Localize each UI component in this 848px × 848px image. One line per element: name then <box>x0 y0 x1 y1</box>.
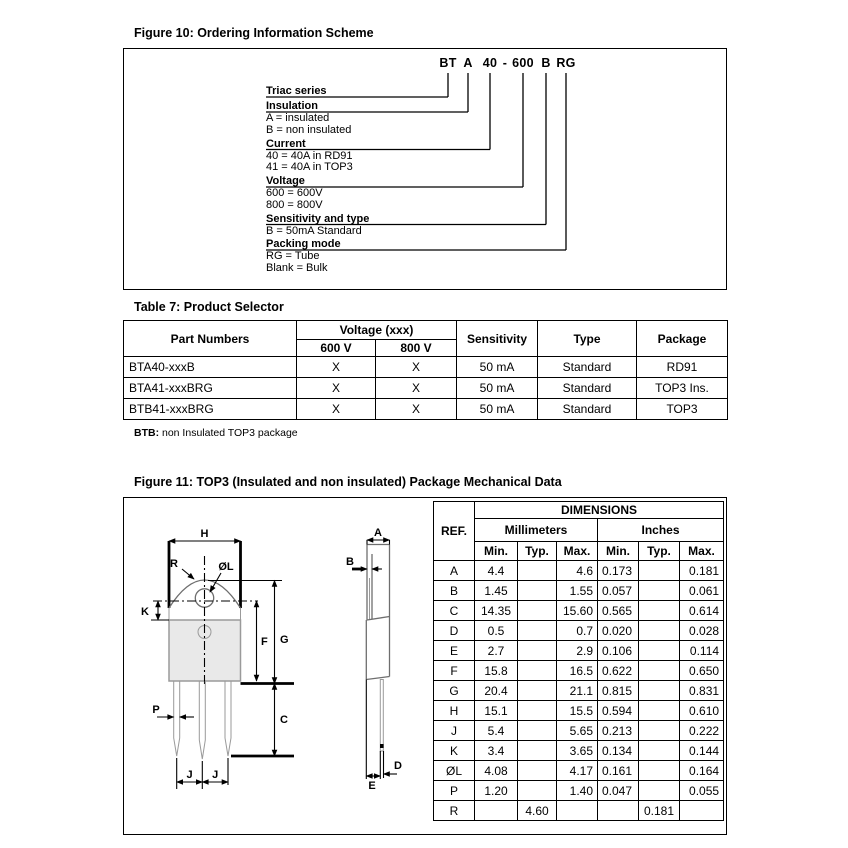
cell-mm-max: 2.9 <box>557 641 598 661</box>
cell-mm-max: 5.65 <box>557 721 598 741</box>
cell-mm-typ <box>518 681 557 701</box>
legend-item: Blank = Bulk <box>266 261 328 274</box>
legend-group-insulation <box>266 101 351 136</box>
cell-800v: X <box>376 399 457 420</box>
cell-600v: X <box>297 357 376 378</box>
dimension-row <box>434 601 724 621</box>
legend-item: B = non insulated <box>266 123 352 136</box>
cell-type: Standard <box>538 357 637 378</box>
dimension-row <box>434 761 724 781</box>
cell-sensitivity: 50 mA <box>457 399 538 420</box>
cell-part-number: BTA40-xxxB <box>124 357 297 378</box>
table-row <box>124 378 728 399</box>
part-segment-insulation: A <box>463 56 473 70</box>
ordering-scheme-lines <box>124 49 728 291</box>
cell-mm-typ <box>518 781 557 801</box>
legend-item: 800 = 800V <box>266 198 323 211</box>
cell-ref: F <box>434 661 475 681</box>
cell-in-max: 0.650 <box>680 661 724 681</box>
dimension-row <box>434 681 724 701</box>
table7-title: Table 7: Product Selector <box>134 300 284 314</box>
cell-in-max <box>680 801 724 821</box>
dim-label-e: E <box>368 780 376 792</box>
cell-sensitivity: 50 mA <box>457 357 538 378</box>
legend-heading: Current <box>266 137 306 150</box>
cell-in-max: 0.610 <box>680 701 724 721</box>
cell-in-typ: 0.181 <box>639 801 680 821</box>
col-header-in-min: Min. <box>598 542 639 561</box>
figure11-title: Figure 11: TOP3 (Insulated and non insulated) Package Mechanical Data <box>134 475 562 489</box>
cell-mm-typ <box>518 701 557 721</box>
legend-heading: Packing mode <box>266 238 341 250</box>
cell-mm-min: 14.35 <box>475 601 518 621</box>
dimension-row <box>434 641 724 661</box>
legend-group-sensitivity <box>266 214 369 238</box>
cell-mm-max: 3.65 <box>557 741 598 761</box>
dimensions-table <box>433 501 724 821</box>
cell-mm-typ <box>518 561 557 581</box>
cell-in-min: 0.815 <box>598 681 639 701</box>
table7-footnote <box>134 427 298 439</box>
cell-ref: C <box>434 601 475 621</box>
col-header-ref: REF. <box>434 502 475 561</box>
legend-heading: Voltage <box>266 175 305 187</box>
cell-mm-min: 15.8 <box>475 661 518 681</box>
cell-package: TOP3 Ins. <box>637 378 728 399</box>
cell-in-max: 0.055 <box>680 781 724 801</box>
cell-in-max: 0.144 <box>680 741 724 761</box>
cell-in-typ <box>639 601 680 621</box>
col-header-sensitivity: Sensitivity <box>457 321 538 357</box>
cell-mm-max: 21.1 <box>557 681 598 701</box>
dimension-row <box>434 721 724 741</box>
col-header-800v: 800 V <box>376 340 457 357</box>
cell-mm-typ <box>518 581 557 601</box>
cell-mm-typ <box>518 741 557 761</box>
cell-in-min: 0.213 <box>598 721 639 741</box>
cell-mm-max: 1.55 <box>557 581 598 601</box>
dim-label-j2: J <box>212 769 219 781</box>
cell-mm-min: 1.20 <box>475 781 518 801</box>
cell-in-typ <box>639 721 680 741</box>
side-dimension-lines <box>352 540 397 779</box>
cell-mm-max: 4.17 <box>557 761 598 781</box>
dim-label-b: B <box>346 556 354 568</box>
legend-group-packing <box>266 239 341 274</box>
col-header-dimensions: DIMENSIONS <box>475 502 724 519</box>
legend-group-current <box>266 139 353 174</box>
cell-in-typ <box>639 581 680 601</box>
cell-mm-max: 16.5 <box>557 661 598 681</box>
legend-item: 41 = 40A in TOP3 <box>266 161 353 173</box>
dimension-row <box>434 581 724 601</box>
cell-ref: D <box>434 621 475 641</box>
col-header-voltage: Voltage (xxx) <box>297 321 457 340</box>
cell-mm-typ <box>518 621 557 641</box>
dimension-row <box>434 621 724 641</box>
col-header-mm-max: Max. <box>557 542 598 561</box>
cell-ref: R <box>434 801 475 821</box>
cell-mm-typ <box>518 641 557 661</box>
side-view <box>346 527 402 792</box>
leads <box>174 681 231 759</box>
dim-label-j1: J <box>186 769 193 781</box>
part-segment-current: 40 <box>482 56 498 70</box>
cell-mm-min: 15.1 <box>475 701 518 721</box>
cell-mm-max: 0.7 <box>557 621 598 641</box>
cell-600v: X <box>297 399 376 420</box>
cell-in-typ <box>639 701 680 721</box>
dimension-row <box>434 701 724 721</box>
cell-mm-min: 1.45 <box>475 581 518 601</box>
legend-group-voltage <box>266 176 323 211</box>
col-header-part-numbers: Part Numbers <box>124 321 297 357</box>
dimension-row <box>434 741 724 761</box>
cell-in-min: 0.106 <box>598 641 639 661</box>
col-header-type: Type <box>538 321 637 357</box>
cell-in-typ <box>639 761 680 781</box>
cell-in-typ <box>639 561 680 581</box>
cell-in-min: 0.047 <box>598 781 639 801</box>
col-header-millimeters: Millimeters <box>475 519 598 542</box>
legend-item: 40 = 40A in RD91 <box>266 149 353 162</box>
cell-mm-min: 20.4 <box>475 681 518 701</box>
legend-group-triac-series <box>266 86 327 98</box>
legend-item: B = 50mA Standard <box>266 224 362 237</box>
cell-in-min: 0.057 <box>598 581 639 601</box>
table-row <box>124 357 728 378</box>
col-header-mm-typ: Typ. <box>518 542 557 561</box>
cell-ref: A <box>434 561 475 581</box>
legend-heading: Insulation <box>266 100 318 112</box>
cell-mm-min: 4.08 <box>475 761 518 781</box>
dimension-row <box>434 801 724 821</box>
cell-ref: J <box>434 721 475 741</box>
dim-label-a: A <box>374 527 382 539</box>
dim-label-g: G <box>280 634 289 646</box>
cell-in-min: 0.622 <box>598 661 639 681</box>
cell-in-min: 0.134 <box>598 741 639 761</box>
col-header-package: Package <box>637 321 728 357</box>
cell-mm-typ <box>518 761 557 781</box>
cell-ref: P <box>434 781 475 801</box>
cell-in-typ <box>639 781 680 801</box>
cell-ref: ØL <box>434 761 475 781</box>
dim-label-c: C <box>280 714 288 726</box>
cell-mm-max: 15.60 <box>557 601 598 621</box>
cell-in-min: 0.173 <box>598 561 639 581</box>
cell-in-max: 0.028 <box>680 621 724 641</box>
cell-in-max: 0.181 <box>680 561 724 581</box>
cell-in-min: 0.161 <box>598 761 639 781</box>
front-view <box>141 528 294 789</box>
dim-label-p: P <box>152 704 160 716</box>
cell-package: RD91 <box>637 357 728 378</box>
col-header-600v: 600 V <box>297 340 376 357</box>
col-header-mm-min: Min. <box>475 542 518 561</box>
cell-in-min: 0.020 <box>598 621 639 641</box>
cell-in-max: 0.164 <box>680 761 724 781</box>
dimension-row <box>434 561 724 581</box>
cell-mm-min: 5.4 <box>475 721 518 741</box>
figure10-box <box>123 48 727 290</box>
cell-part-number: BTB41-xxxBRG <box>124 399 297 420</box>
cell-in-typ <box>639 621 680 641</box>
cell-in-max: 0.222 <box>680 721 724 741</box>
dim-label-r: R <box>170 558 178 570</box>
figure11-box <box>123 497 727 835</box>
dim-label-f: F <box>261 636 268 648</box>
legend-item: A = insulated <box>266 112 330 124</box>
cell-mm-typ: 4.60 <box>518 801 557 821</box>
dim-label-d: D <box>394 760 402 772</box>
cell-800v: X <box>376 378 457 399</box>
cell-mm-max <box>557 801 598 821</box>
cell-600v: X <box>297 378 376 399</box>
cell-in-max: 0.614 <box>680 601 724 621</box>
cell-sensitivity: 50 mA <box>457 378 538 399</box>
cell-in-typ <box>639 661 680 681</box>
cell-mm-min: 2.7 <box>475 641 518 661</box>
part-segment-voltage: 600 <box>512 56 534 70</box>
cell-in-max: 0.831 <box>680 681 724 701</box>
cell-mm-typ <box>518 721 557 741</box>
cell-type: Standard <box>538 399 637 420</box>
cell-in-min <box>598 801 639 821</box>
dim-label-h: H <box>200 528 209 540</box>
cell-part-number: BTA41-xxxBRG <box>124 378 297 399</box>
cell-in-max: 0.061 <box>680 581 724 601</box>
part-segment-series: BT <box>439 56 457 70</box>
cell-ref: B <box>434 581 475 601</box>
footnote-text: non Insulated TOP3 package <box>159 427 298 439</box>
cell-in-typ <box>639 641 680 661</box>
dim-label-k: K <box>141 606 149 618</box>
cell-type: Standard <box>538 378 637 399</box>
product-selector-table <box>123 320 728 420</box>
dimension-row <box>434 661 724 681</box>
cell-mm-min <box>475 801 518 821</box>
cell-in-min: 0.565 <box>598 601 639 621</box>
cell-ref: H <box>434 701 475 721</box>
legend-item: 600 = 600V <box>266 187 323 199</box>
table-row <box>124 399 728 420</box>
part-segment-dash: - <box>502 56 508 70</box>
cell-800v: X <box>376 357 457 378</box>
col-header-in-typ: Typ. <box>639 542 680 561</box>
cell-in-max: 0.114 <box>680 641 724 661</box>
legend-heading: Triac series <box>266 85 327 97</box>
part-segment-sensitivity: B <box>541 56 551 70</box>
cell-mm-max: 4.6 <box>557 561 598 581</box>
cell-mm-min: 4.4 <box>475 561 518 581</box>
cell-mm-min: 0.5 <box>475 621 518 641</box>
footnote-term: BTB: <box>134 427 160 439</box>
cell-mm-max: 15.5 <box>557 701 598 721</box>
cell-in-min: 0.594 <box>598 701 639 721</box>
part-segment-packing: RG <box>556 56 576 70</box>
cell-ref: E <box>434 641 475 661</box>
cell-mm-min: 3.4 <box>475 741 518 761</box>
cell-package: TOP3 <box>637 399 728 420</box>
cell-in-typ <box>639 741 680 761</box>
cell-ref: K <box>434 741 475 761</box>
cell-mm-typ <box>518 661 557 681</box>
cell-mm-typ <box>518 601 557 621</box>
dim-label-ol: ØL <box>218 561 234 573</box>
figure10-title: Figure 10: Ordering Information Scheme <box>134 26 374 40</box>
col-header-inches: Inches <box>598 519 724 542</box>
legend-item: RG = Tube <box>266 250 320 262</box>
cell-in-typ <box>639 681 680 701</box>
col-header-in-max: Max. <box>680 542 724 561</box>
dimension-row <box>434 781 724 801</box>
cell-ref: G <box>434 681 475 701</box>
cell-mm-max: 1.40 <box>557 781 598 801</box>
legend-heading: Sensitivity and type <box>266 212 370 225</box>
